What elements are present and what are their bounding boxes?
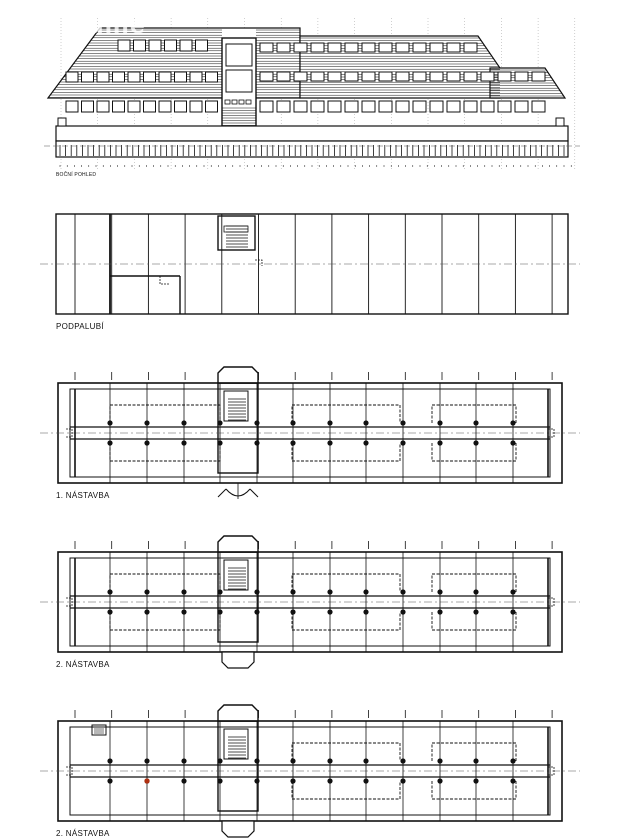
column-dot [217, 440, 222, 445]
tower-foot [222, 652, 254, 668]
tower-small-window [225, 100, 230, 104]
column-dot [473, 778, 478, 783]
column-dot [400, 778, 405, 783]
column-dot [327, 609, 332, 614]
deck-outline [58, 552, 562, 652]
window [190, 101, 202, 112]
main-roof [48, 28, 300, 98]
column-dot [290, 589, 295, 594]
cabin-outline [110, 405, 220, 423]
stair-well [224, 729, 248, 759]
window [481, 72, 494, 81]
window [345, 101, 358, 112]
column-dot [217, 589, 222, 594]
window [206, 72, 218, 82]
cabin-outline [432, 743, 516, 761]
hull-plan-label: PODPALUBÍ [56, 322, 104, 331]
column-dot [144, 420, 149, 425]
window [498, 72, 511, 81]
window [175, 72, 187, 82]
column-dot [327, 420, 332, 425]
tower-small-window [246, 100, 251, 104]
column-dot [254, 778, 259, 783]
column-dot [400, 758, 405, 763]
window [430, 43, 443, 52]
window [464, 72, 477, 81]
column-dot [510, 440, 515, 445]
column-dot [363, 440, 368, 445]
column-dot [254, 589, 259, 594]
window [498, 101, 511, 112]
hull-band [56, 126, 568, 141]
window [118, 40, 130, 51]
column-dot [107, 420, 112, 425]
column-dot [181, 589, 186, 594]
column-dot [473, 440, 478, 445]
column-dot [327, 778, 332, 783]
column-dot [217, 778, 222, 783]
stair-well [218, 216, 255, 250]
column-dot [437, 609, 442, 614]
door-swing [160, 276, 170, 284]
column-dot [144, 758, 149, 763]
window [165, 40, 177, 51]
hull-floor-plan [40, 214, 580, 314]
column-dot [473, 589, 478, 594]
column-dot [107, 609, 112, 614]
cabin-outline [292, 405, 400, 423]
column-dot [290, 440, 295, 445]
cabin-outline [292, 443, 400, 461]
window [345, 43, 358, 52]
column-dot [510, 589, 515, 594]
tower-window [226, 70, 252, 92]
column-dot [254, 758, 259, 763]
column-dot [254, 609, 259, 614]
window [113, 72, 125, 82]
tower-head [218, 705, 258, 721]
cabin-outline [432, 781, 516, 799]
cabin-outline [432, 574, 516, 592]
column-dot [473, 609, 478, 614]
window [396, 43, 409, 52]
column-dot [327, 758, 332, 763]
bow-post [58, 118, 66, 126]
window [413, 43, 426, 52]
column-dot [290, 758, 295, 763]
window [294, 43, 307, 52]
window [430, 72, 443, 81]
window [190, 72, 202, 82]
window [66, 72, 78, 82]
column-dot [290, 778, 295, 783]
window [379, 43, 392, 52]
window [128, 101, 140, 112]
window [277, 72, 290, 81]
column-dot [437, 778, 442, 783]
window [180, 40, 192, 51]
window [345, 72, 358, 81]
column-dot [107, 758, 112, 763]
column-dot [254, 420, 259, 425]
stair-well [224, 391, 248, 421]
cabin-outline [110, 443, 220, 461]
column-dot [217, 420, 222, 425]
window [532, 101, 545, 112]
window [515, 72, 528, 81]
window [175, 101, 187, 112]
window [464, 101, 477, 112]
column-dot [510, 420, 515, 425]
deck3-floor-plan [40, 705, 580, 837]
window [159, 72, 171, 82]
side-view-elevation [44, 18, 580, 170]
column-dot [363, 609, 368, 614]
window [159, 101, 171, 112]
column-dot [400, 609, 405, 614]
column-dot [181, 609, 186, 614]
window [447, 43, 460, 52]
window [311, 43, 324, 52]
window [311, 101, 324, 112]
window [128, 72, 140, 82]
window [66, 101, 78, 112]
window [362, 101, 375, 112]
column-dot [107, 778, 112, 783]
cabin-outline [292, 612, 400, 630]
column-dot [473, 420, 478, 425]
tower-small-window [232, 100, 237, 104]
window [328, 43, 341, 52]
column-dot [400, 420, 405, 425]
tower-foot [222, 821, 254, 837]
cabin-outline [432, 443, 516, 461]
column-dot [181, 778, 186, 783]
window [260, 101, 273, 112]
column-dot [107, 589, 112, 594]
window [515, 101, 528, 112]
window [362, 43, 375, 52]
window [413, 72, 426, 81]
stern-post [556, 118, 564, 126]
window [328, 101, 341, 112]
window [113, 101, 125, 112]
window [260, 72, 273, 81]
column-dot [327, 589, 332, 594]
column-dot [327, 440, 332, 445]
tower-head [218, 367, 258, 383]
window [481, 101, 494, 112]
column-dot [363, 778, 368, 783]
cabin-outline [110, 612, 220, 630]
side-view-label: BOČNÍ POHLED [56, 172, 97, 178]
window [294, 72, 307, 81]
window [97, 72, 109, 82]
column-dot [181, 758, 186, 763]
window [260, 43, 273, 52]
column-dot [363, 589, 368, 594]
column-dot [473, 758, 478, 763]
window [379, 101, 392, 112]
deck2-floor-plan [40, 536, 580, 668]
tower-head [218, 536, 258, 552]
column-dot [144, 440, 149, 445]
cabin-outline [110, 574, 220, 592]
window [97, 101, 109, 112]
column-dot [254, 440, 259, 445]
cabin-outline [432, 405, 516, 423]
column-dot [437, 440, 442, 445]
cabin-outline [292, 743, 400, 761]
deck2-plan-label: 2. NÁSTAVBA [56, 660, 110, 669]
deck-outline [58, 383, 562, 483]
column-dot [437, 758, 442, 763]
deck3-plan-label: 2. NÁSTAVBA [56, 829, 110, 838]
window [447, 72, 460, 81]
deck1-floor-plan [40, 367, 580, 499]
window [362, 72, 375, 81]
cabin-outline [432, 612, 516, 630]
tower-small-window [239, 100, 244, 104]
deck1-plan-label: 1. NÁSTAVBA [56, 491, 110, 500]
column-dot [181, 420, 186, 425]
cabin-outline [292, 574, 400, 592]
column-dot [217, 609, 222, 614]
window [311, 72, 324, 81]
column-dot [510, 609, 515, 614]
column-dot [290, 420, 295, 425]
column-dot [363, 420, 368, 425]
column-dot [181, 440, 186, 445]
column-dot [290, 609, 295, 614]
window [82, 72, 94, 82]
window [396, 72, 409, 81]
column-dot [363, 758, 368, 763]
window [134, 40, 146, 51]
window [206, 101, 218, 112]
column-dot [400, 440, 405, 445]
window [532, 72, 545, 81]
column-dot [107, 440, 112, 445]
column-dot [510, 758, 515, 763]
window [277, 101, 290, 112]
window [82, 101, 94, 112]
column-dot [144, 589, 149, 594]
window [144, 72, 156, 82]
window [447, 101, 460, 112]
window [430, 101, 443, 112]
watermark-logo: unie [88, 14, 146, 39]
window [396, 101, 409, 112]
window [149, 40, 161, 51]
window [379, 72, 392, 81]
window [413, 101, 426, 112]
column-dot [510, 778, 515, 783]
window [196, 40, 208, 51]
tower-window [226, 44, 252, 66]
accent-column-dot [144, 778, 149, 783]
column-dot [437, 420, 442, 425]
window [464, 43, 477, 52]
window [328, 72, 341, 81]
column-dot [217, 758, 222, 763]
window [294, 101, 307, 112]
stair-well [224, 560, 248, 590]
window [277, 43, 290, 52]
deck-outline [58, 721, 562, 821]
column-dot [144, 609, 149, 614]
column-dot [400, 589, 405, 594]
column-dot [437, 589, 442, 594]
window [144, 101, 156, 112]
cabin-outline [292, 781, 400, 799]
